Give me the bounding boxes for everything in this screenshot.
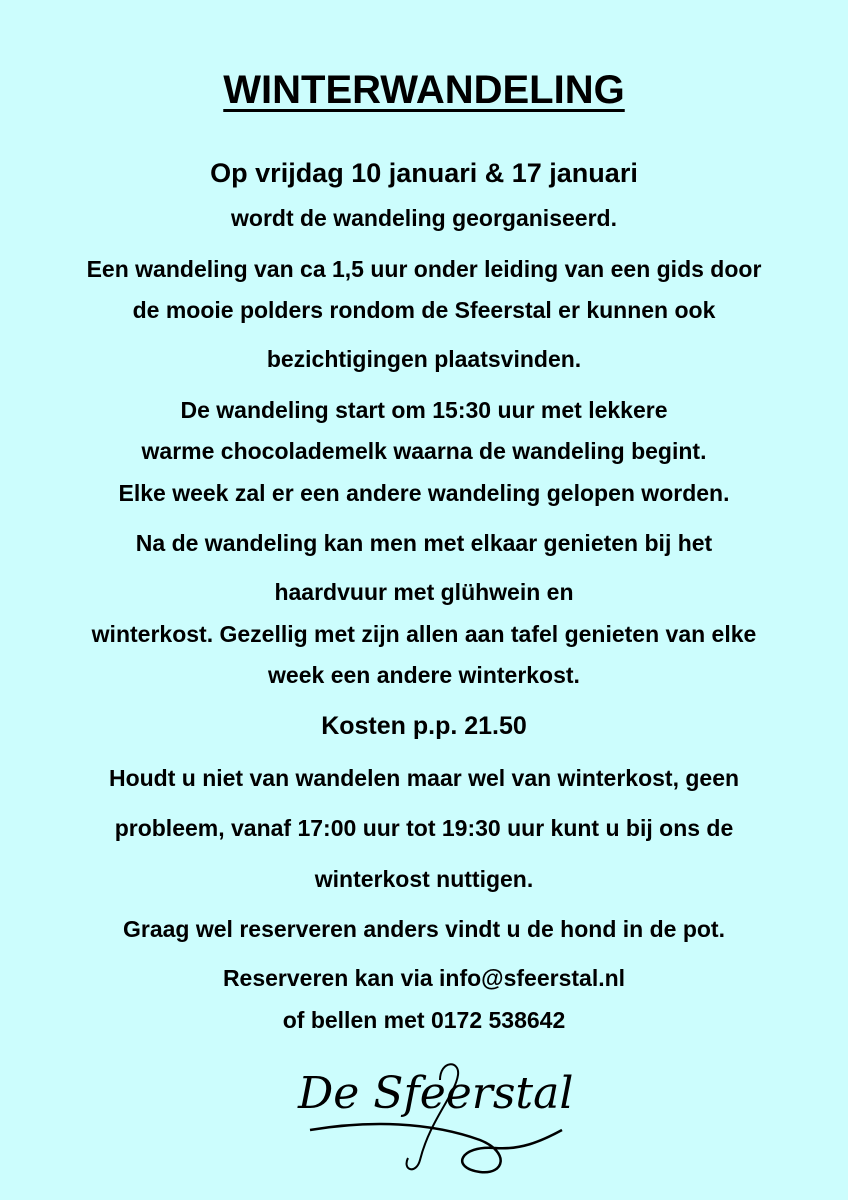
price-line: Kosten p.p. 21.50 <box>321 712 527 740</box>
reservation-email: Reserveren kan via info@sfeerstal.nl <box>222 965 626 991</box>
description-line: warme chocolademelk waarna de wandeling begint. <box>141 438 707 464</box>
description-line: Na de wandeling kan men met elkaar genieten bij het <box>135 530 713 556</box>
organized-line: wordt de wandeling georganiseerd. <box>231 205 617 231</box>
page-title: WINTERWANDELING <box>223 68 625 112</box>
reservation-note: Graag wel reserveren anders vindt u de hond in de pot. <box>123 916 725 942</box>
info-line: Houdt u niet van wandelen maar wel van winterkost, geen <box>108 765 740 791</box>
description-line: bezichtigingen plaatsvinden. <box>266 346 582 372</box>
description-line: week een andere winterkost. <box>268 662 580 688</box>
description-line: de mooie polders rondom de Sfeerstal er kunnen ook <box>132 297 716 323</box>
event-dates: Op vrijdag 10 januari & 17 januari <box>210 158 638 188</box>
description-line: Een wandeling van ca 1,5 uur onder leiding van een gids door <box>86 256 762 282</box>
sfeerstal-logo <box>290 1050 580 1180</box>
logo-swirl-icon <box>310 1124 562 1172</box>
info-line: probleem, vanaf 17:00 uur tot 19:30 uur kunt u bij ons de <box>114 815 734 841</box>
description-line: haardvuur met glühwein en <box>274 579 574 605</box>
logo-text: De Sfeerstal <box>298 1068 574 1119</box>
description-line: De wandeling start om 15:30 uur met lekkere <box>180 397 668 423</box>
reservation-phone: of bellen met 0172 538642 <box>282 1007 566 1033</box>
info-line: winterkost nuttigen. <box>314 866 534 892</box>
description-line: winterkost. Gezellig met zijn allen aan tafel genieten van elke <box>91 621 757 647</box>
description-line: Elke week zal er een andere wandeling gelopen worden. <box>118 480 730 506</box>
